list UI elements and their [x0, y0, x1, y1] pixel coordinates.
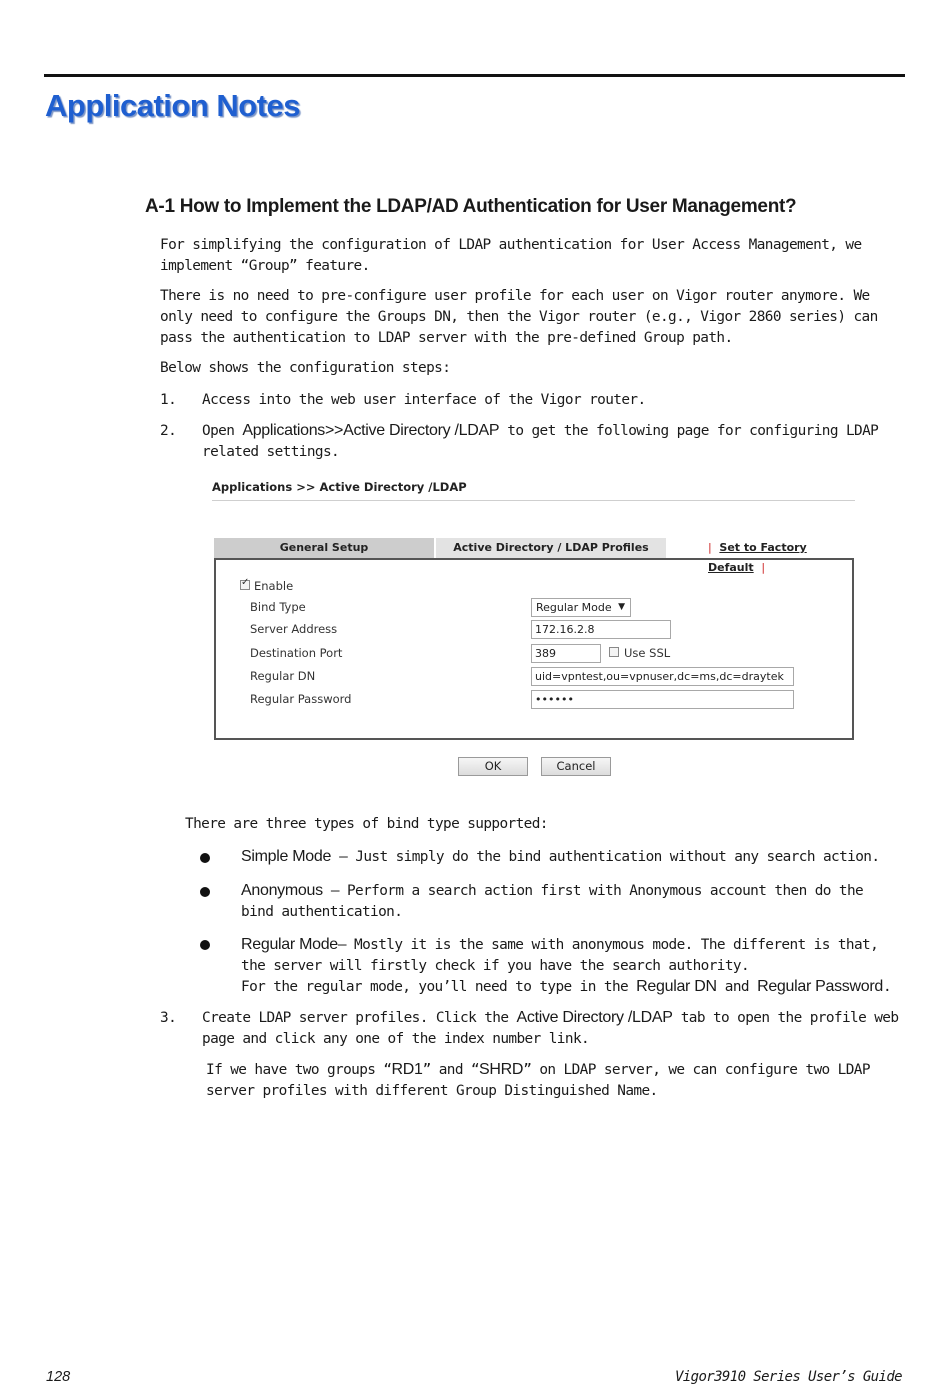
server-address-input[interactable]: 172.16.2.8 [531, 620, 671, 639]
groups-note-post: ” on LDAP server, we can configure two LDAP server profiles with different Group Distinguished Name. [206, 1062, 870, 1099]
paragraph-steps-intro: Below shows the configuration steps: [160, 360, 451, 376]
factory-default-link-wrap [708, 538, 854, 574]
tab-ref: Active Directory /LDAP [516, 1009, 673, 1026]
group-name-rd1: RD1 [391, 1061, 423, 1078]
regular-dn-input[interactable]: uid=vpntest,ou=vpnuser,dc=ms,dc=draytek [531, 667, 794, 686]
bullet-icon [200, 887, 210, 897]
bullet-anonymous [241, 881, 901, 923]
bullet-icon [200, 853, 210, 863]
groups-note-pre: If we have two groups “ [206, 1062, 392, 1078]
regular-password-ref: Regular Password [757, 977, 883, 995]
breadcrumb: Applications >> Active Directory /LDAP [212, 480, 467, 494]
use-ssl-label: Use SSL [624, 646, 671, 660]
groups-note [206, 1060, 901, 1102]
step-number: 2. [160, 423, 177, 439]
step-text-pre: Open [202, 423, 243, 439]
enable-label: Enable [254, 579, 294, 593]
bullet-regular-mode [241, 935, 901, 997]
bullet-simple-mode [241, 847, 901, 868]
step-1 [160, 390, 905, 412]
destination-port-label: Destination Port [250, 646, 343, 660]
group-name-shrd: SHRD [479, 1061, 524, 1078]
ok-button[interactable]: OK [458, 757, 528, 776]
step-text-post: to get the following page for configuring LDAP related settings. [202, 423, 879, 460]
step-text-pre: Create LDAP server profiles. Click the [202, 1010, 517, 1026]
tab-ldap-profiles[interactable]: Active Directory / LDAP Profiles [436, 538, 666, 558]
bind-types-intro: There are three types of bind type supported: [185, 816, 548, 832]
bind-type-desc: – Mostly it is the same with anonymous mode. The different is that, the server will firstly check if you have the search authority. [241, 937, 879, 974]
cancel-button[interactable]: Cancel [541, 757, 611, 776]
step-text [202, 421, 902, 463]
guide-title: Vigor3910 Series User’s Guide [674, 1369, 902, 1385]
bind-type-name: Anonymous [241, 882, 323, 899]
tab-bar [214, 538, 854, 574]
bind-type-select[interactable] [531, 598, 631, 617]
use-ssl-checkbox[interactable] [609, 647, 619, 657]
groups-note-mid: ” and “ [422, 1062, 480, 1078]
header-rule [44, 74, 905, 77]
regular-password-input[interactable]: •••••• [531, 690, 794, 709]
paragraph-groups-dn: There is no need to pre-configure user profile for each user on Vigor router anymore. We only need to configure the Groups DN, then the Vigor router (e.g., Vigor 2860 series) can pass the authentication to LDAP server with the pre-defined Group path. [160, 288, 878, 346]
bind-type-value: Regular Mode [536, 601, 612, 614]
page-title: Application Notes [45, 88, 301, 123]
step-text-post: tab to open the profile web page and click any one of the index number link. [202, 1010, 899, 1047]
separator-bar: | [708, 541, 712, 554]
bullet-icon [200, 940, 210, 950]
paragraph-intro: For simplifying the configuration of LDAP authentication for User Access Management, we implement “Group” feature. [160, 237, 862, 274]
separator-bar: | [761, 561, 766, 574]
menu-path: Applications>>Active Directory /LDAP [242, 422, 500, 439]
general-setup-panel [214, 558, 854, 740]
tab-general-setup[interactable]: General Setup [214, 538, 434, 558]
step-number: 3. [160, 1010, 177, 1026]
enable-checkbox[interactable] [240, 580, 250, 590]
step-3 [160, 1008, 905, 1052]
section-title: A-1 How to Implement the LDAP/AD Authentication for User Management? [145, 196, 797, 217]
conjunction: and [716, 978, 758, 995]
period: . [883, 978, 892, 995]
regular-mode-note: For the regular mode, you’ll need to type in the [241, 978, 637, 995]
bind-type-label: Bind Type [250, 600, 306, 614]
bind-type-name: Regular Mode [241, 936, 338, 953]
server-address-label: Server Address [250, 622, 338, 636]
step-text [202, 1008, 902, 1050]
ldap-settings-screenshot [205, 472, 865, 782]
factory-default-link[interactable]: Set to Factory Default [708, 541, 807, 574]
regular-dn-label: Regular DN [250, 669, 316, 683]
step-number: 1. [160, 392, 177, 408]
step-text: Access into the web user interface of the Vigor router. [202, 392, 646, 408]
breadcrumb-divider [212, 500, 855, 501]
bind-type-desc: – Just simply do the bind authentication without any search action. [331, 849, 880, 865]
bind-type-name: Simple Mode [241, 848, 332, 865]
regular-dn-ref: Regular DN [636, 977, 717, 995]
chevron-down-icon: ▼ [618, 602, 625, 612]
bind-type-desc: – Perform a search action first with Anonymous account then do the bind authentication. [241, 883, 864, 920]
step-2 [160, 421, 905, 465]
regular-password-label: Regular Password [250, 692, 352, 706]
destination-port-input[interactable]: 389 [531, 644, 601, 663]
page-number: 128 [46, 1369, 71, 1385]
